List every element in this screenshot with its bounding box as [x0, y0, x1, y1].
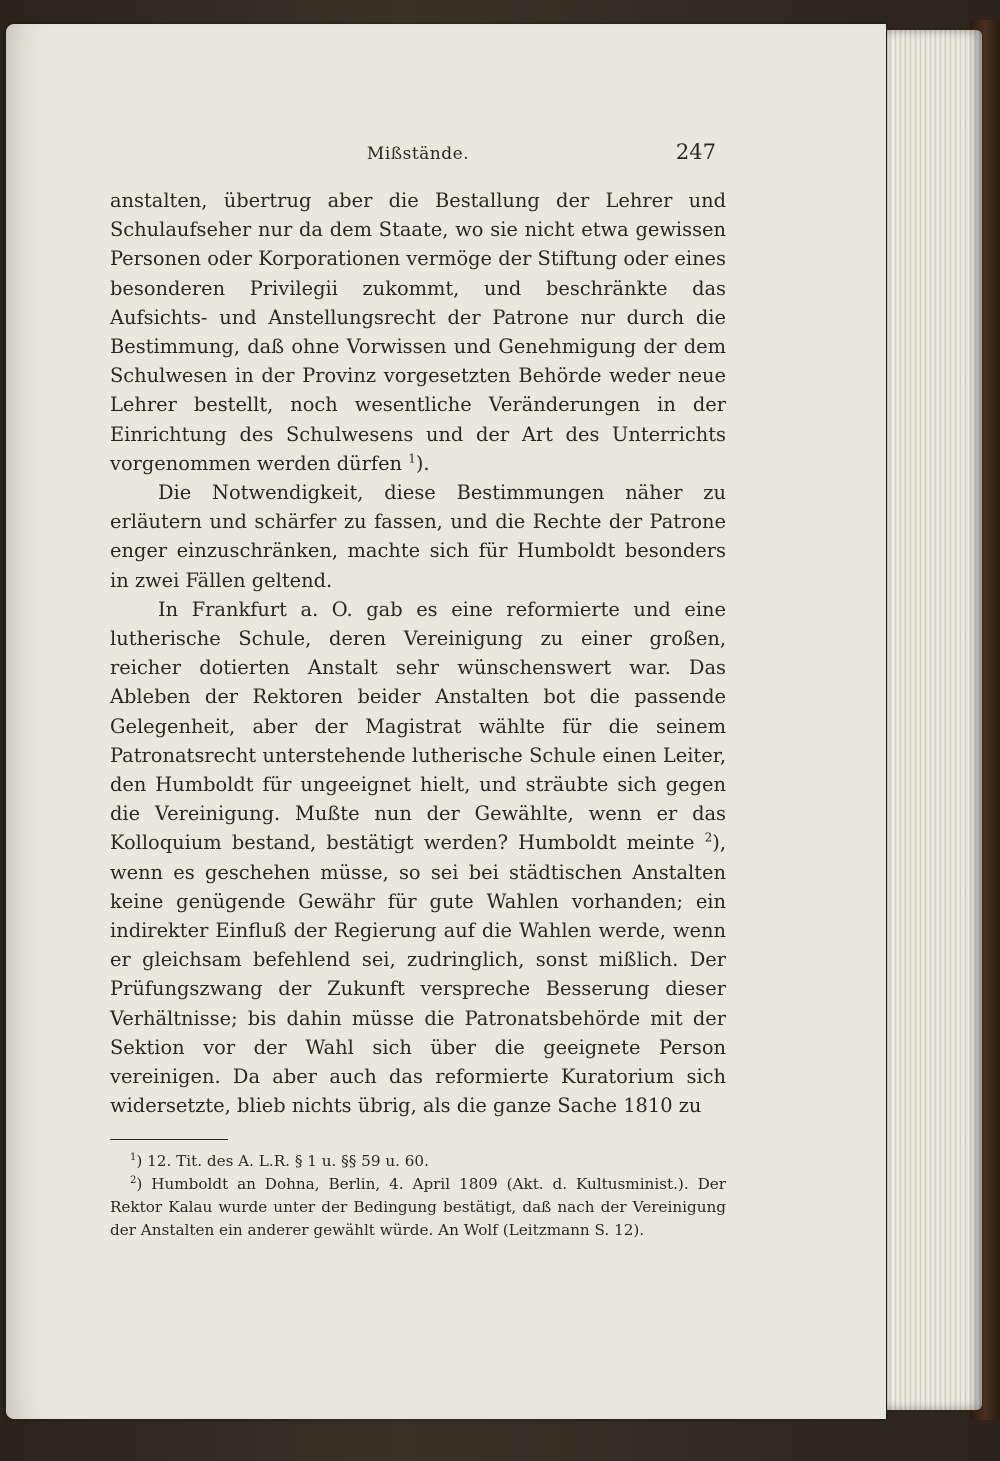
paragraph-text: wenn es geschehen müsse, so sei bei städtischen Anstalten keine genügende Gewähr für gute Wahlen vorhanden; ein indirekter Einfluß der Regierung auf die Wahlen werde, wenn er gleichsam befehlend sei, zudringlich, sonst mißlich. Der Prüfungszwang der Zukunft verspreche Besserung dieser Verhältnisse; bis dahin müsse die Patronatsbehörde mit der Sektion vor der Wahl sich über die geeignete Person vereinigen. Da aber auch das reformierte Kuratorium sich widersetzte, blieb nichts übrig, als die ganze Sache 1810 zu [110, 860, 726, 1118]
footnote-mark: 1 [130, 1151, 137, 1163]
book-page [6, 24, 886, 1419]
footnote-rule [110, 1139, 228, 1140]
footnote-ref[interactable]: 1 [408, 451, 416, 466]
running-head [110, 140, 726, 168]
page-number: 247 [675, 140, 716, 164]
footnote [110, 1173, 726, 1242]
paragraph-tail: ), [712, 831, 727, 855]
paragraph-text: In Frankfurt a. O. gab es eine reformierte und eine lutherische Schule, deren Vereinigung zu einer großen, reicher dotierten Anstalt sehr wünschenswert war. Das Ableben der Rektoren beider Anstalten bot die passende Gelegenheit, aber der Magistrat wählte für die seinem Patronatsrecht unterstehende lutherische Schule einen Leiter, den Humboldt für ungeeignet hielt, und sträubte sich gegen die Vereinigung. Mußte nun der Gewählte, wenn er das Kolloquium bestand, bestätigt werden? Humboldt meinte [110, 597, 726, 855]
body-text [110, 186, 726, 1121]
footnote-mark: 2 [130, 1174, 137, 1186]
footnote-text: ) 12. Tit. des A. L.R. § 1 u. §§ 59 u. 60. [136, 1151, 429, 1170]
footnote-ref[interactable]: 2 [704, 831, 713, 845]
paragraph [110, 186, 726, 478]
footnote-text: ) Humboldt an Dohna, Berlin, 4. April 1809 (Akt. d. Kultusminist.). Der Rektor Kalau wurde unter der Bedingung bestätigt, daß nach der Vereinigung der Anstalten ein anderer gewählt würde. An Wolf (Leitzmann S. 12). [110, 1174, 726, 1239]
paragraph-text: anstalten, übertrug aber die Bestallung der Lehrer und Schulaufseher nur da dem Staate, wo sie nicht etwa gewissen Personen oder Korporationen vermöge der Stiftung oder eines besonderen Privilegii zukommt, und beschränkte das Aufsichts- und Anstellungsrecht der Patrone nur durch die Bestimmung, daß ohne Vorwissen und Genehmigung der dem Schulwesen in der Provinz vorgesetzten Behörde weder neue Lehrer bestellt, noch wesentliche Veränderungen in der Einrichtung des Schulwesens und der Art des Unterrichts vorgenommen werden dürfen [110, 189, 726, 475]
paragraph: Die Notwendigkeit, diese Bestimmungen näher zu erläutern und schärfer zu fassen, und die Rechte der Patrone enger einzuschränken, machte sich für Humboldt besonders in zwei Fällen geltend. [110, 481, 726, 592]
page-content [110, 140, 726, 1242]
footnotes [110, 1150, 726, 1242]
page-edges [887, 30, 982, 1410]
paragraph [110, 595, 726, 1121]
paragraph-tail: ). [415, 451, 430, 475]
footnote [110, 1150, 726, 1173]
running-title: Mißstände. [366, 144, 470, 164]
